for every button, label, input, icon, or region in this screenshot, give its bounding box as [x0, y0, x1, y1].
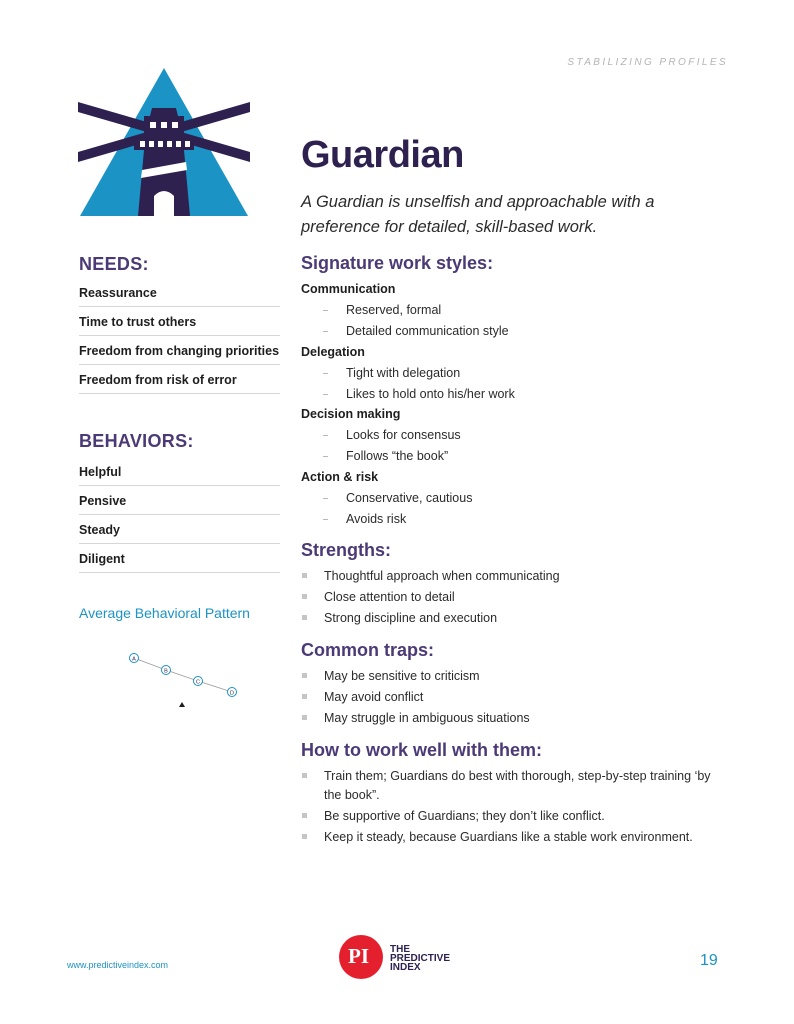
work-style-item: Likes to hold onto his/her work	[346, 387, 515, 401]
needs-heading: NEEDS:	[79, 254, 149, 274]
strengths-list	[301, 567, 721, 630]
behaviors-item: Pensive	[79, 486, 280, 515]
trap-item: May avoid conflict	[301, 688, 721, 707]
dash-marker	[323, 394, 328, 395]
behaviors-heading: BEHAVIORS:	[79, 431, 194, 451]
bullet-square-icon	[302, 694, 307, 699]
work-style-item: Detailed communication style	[346, 324, 509, 338]
traps-heading: Common traps:	[301, 640, 435, 660]
page-number: 19	[700, 952, 718, 969]
behavioral-pattern-diagram	[110, 645, 260, 715]
needs-item: Time to trust others	[79, 307, 280, 336]
needs-item: Freedom from risk of error	[79, 365, 280, 394]
logo-text-line: THE	[390, 944, 410, 955]
work-style-group-label: Delegation	[301, 345, 365, 359]
bullet-square-icon	[302, 573, 307, 578]
work-style-group-label: Communication	[301, 282, 396, 296]
work-well-list	[301, 767, 711, 849]
traps-list	[301, 667, 721, 730]
logo-text-line: PREDICTIVE	[390, 953, 451, 964]
predictive-index-logo	[339, 935, 469, 981]
work-style-item: Follows “the book”	[346, 449, 449, 463]
svg-text:B: B	[164, 668, 168, 675]
work-style-item: Avoids risk	[346, 512, 407, 526]
dash-marker	[323, 498, 328, 499]
svg-text:C: C	[196, 679, 200, 686]
pattern-point-b	[162, 666, 171, 675]
behaviors-item: Diligent	[79, 544, 280, 573]
work-style-item: Reserved, formal	[346, 303, 442, 317]
dash-marker	[323, 519, 328, 520]
behaviors-list	[79, 457, 280, 573]
bullet-square-icon	[302, 615, 307, 620]
bullet-square-icon	[302, 715, 307, 720]
profile-subtitle: A Guardian is unselfish and approachable with a preference for detailed, skill-based work.	[301, 193, 655, 236]
pattern-title: Average Behavioral Pattern	[79, 605, 250, 621]
pi-logo-mark: PI	[348, 944, 369, 968]
lighthouse-icon	[78, 66, 250, 218]
pattern-marker-icon	[179, 702, 185, 707]
section-tag: STABILIZING PROFILES	[567, 57, 728, 68]
bullet-square-icon	[302, 594, 307, 599]
dash-marker	[323, 331, 328, 332]
trap-item: May be sensitive to criticism	[301, 667, 721, 686]
footer-website-link[interactable]: www.predictiveindex.com	[67, 960, 169, 970]
needs-list	[79, 278, 280, 394]
work-style-item: Looks for consensus	[346, 428, 461, 442]
strengths-heading: Strengths:	[301, 540, 391, 560]
strength-item: Close attention to detail	[301, 588, 721, 607]
pattern-point-a	[130, 654, 139, 663]
trap-item: May struggle in ambiguous situations	[301, 709, 721, 728]
dash-marker	[323, 373, 328, 374]
dash-marker	[323, 435, 328, 436]
page-title: Guardian	[301, 134, 464, 176]
bullet-square-icon	[302, 834, 307, 839]
behaviors-item: Helpful	[79, 457, 280, 486]
bullet-square-icon	[302, 813, 307, 818]
work-style-item: Conservative, cautious	[346, 491, 473, 505]
behaviors-item: Steady	[79, 515, 280, 544]
work-style-group-label: Decision making	[301, 407, 401, 421]
dash-marker	[323, 456, 328, 457]
logo-text-line: INDEX	[390, 962, 421, 973]
strength-item: Thoughtful approach when communicating	[301, 567, 721, 586]
bullet-square-icon	[302, 773, 307, 778]
work-well-item: Train them; Guardians do best with thorough, step-by-step training ‘by the book”.	[301, 767, 711, 805]
work-style-group-label: Action & risk	[301, 470, 379, 484]
pattern-point-c	[194, 677, 203, 686]
work-styles-heading: Signature work styles:	[301, 253, 494, 273]
pattern-point-d	[228, 688, 237, 697]
needs-item: Reassurance	[79, 278, 280, 307]
work-well-heading: How to work well with them:	[301, 740, 543, 760]
strength-item: Strong discipline and execution	[301, 609, 721, 628]
work-well-item: Keep it steady, because Guardians like a stable work environment.	[301, 828, 711, 847]
svg-text:D: D	[230, 690, 234, 697]
work-well-item: Be supportive of Guardians; they don’t like conflict.	[301, 807, 711, 826]
svg-text:A: A	[132, 656, 136, 663]
work-style-item: Tight with delegation	[346, 366, 461, 380]
needs-item: Freedom from changing priorities	[79, 336, 280, 365]
dash-marker	[323, 310, 328, 311]
bullet-square-icon	[302, 673, 307, 678]
